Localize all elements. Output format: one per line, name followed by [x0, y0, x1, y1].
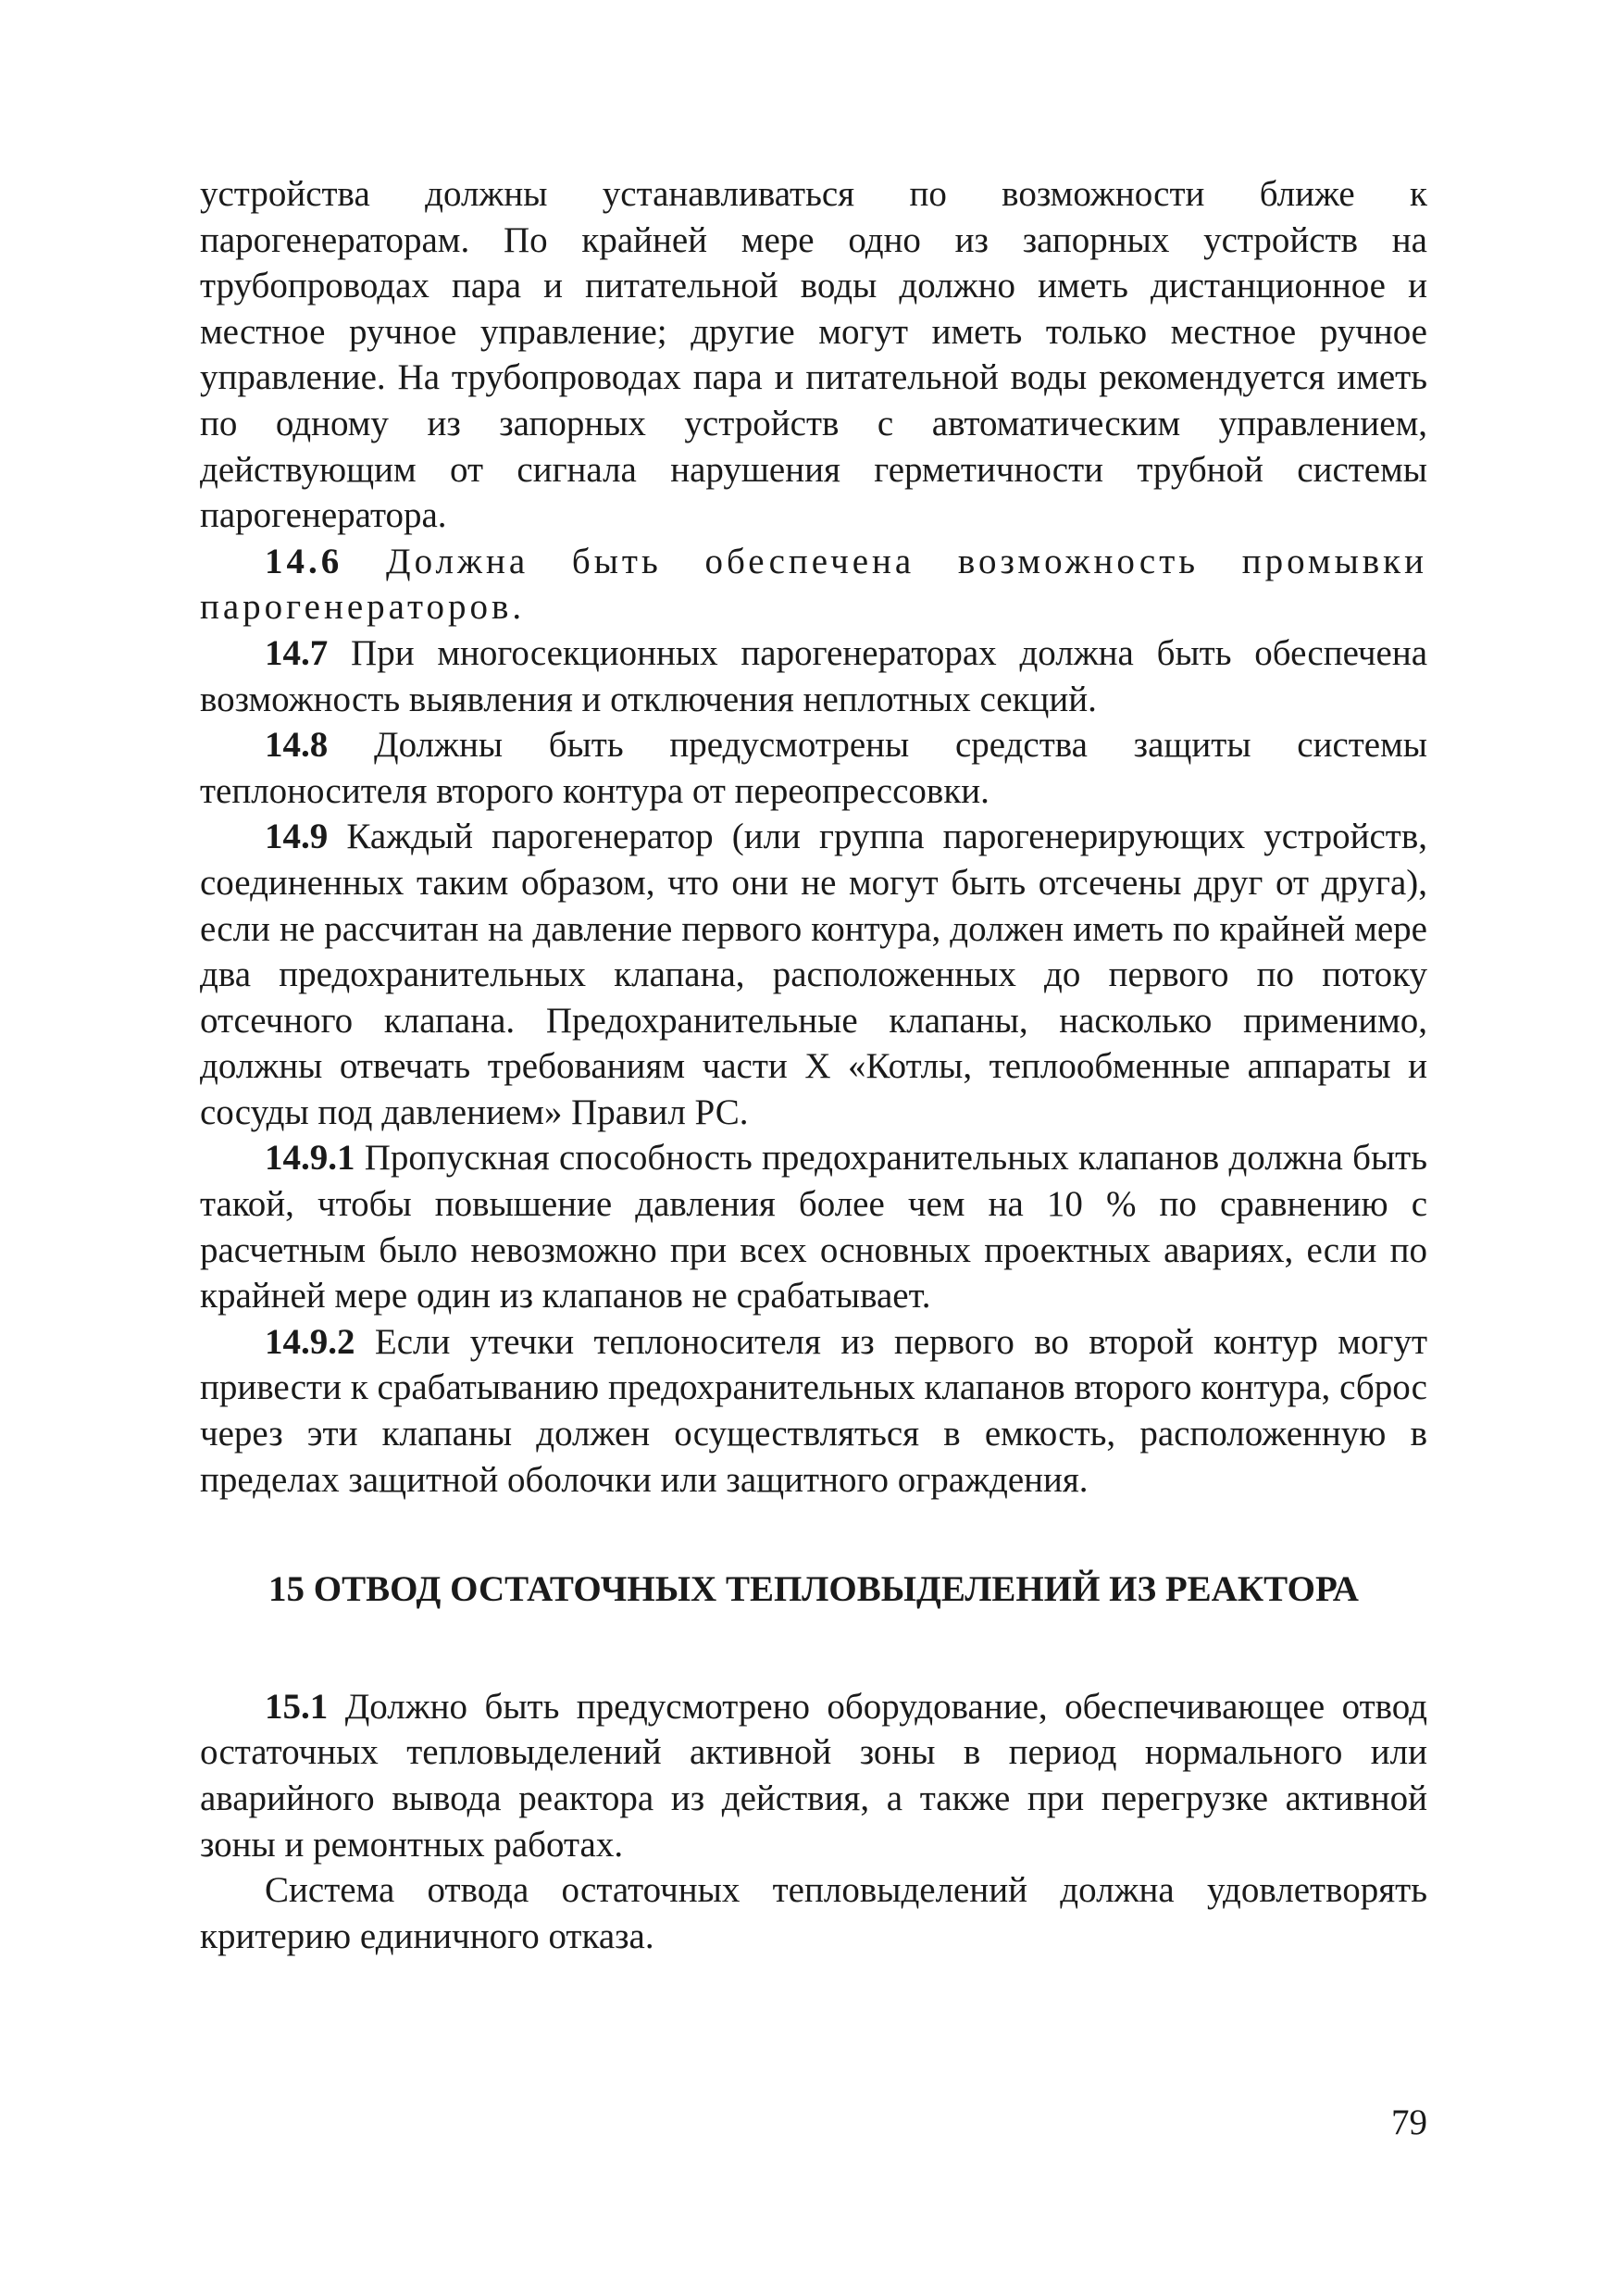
- paragraph-14-7: [200, 630, 1427, 722]
- clause-number: 15.1: [265, 1686, 329, 1727]
- clause-text: Должны быть предусмотрены средства защиты системы теплоносителя второго контура от переопрессовки.: [200, 725, 1427, 811]
- clause-text: Если утечки теплоносителя из первого во второй контур могут привести к срабатыванию предохранительных клапанов второго контура, сброс через эти клапаны должен осуществляться в емкость, расположенную в пределах защитной оболочки или защитного ограждения.: [200, 1321, 1427, 1500]
- paragraph-14-9-1: [200, 1135, 1427, 1318]
- paragraph-14-9-2: [200, 1319, 1427, 1503]
- clause-number: 14.9.1: [265, 1138, 355, 1179]
- paragraph-14-6: [200, 539, 1427, 630]
- section-heading: 15 ОТВОД ОСТАТОЧНЫХ ТЕПЛОВЫДЕЛЕНИЙ ИЗ РЕАКТОРА: [268, 1569, 1359, 1610]
- paragraph-14-8: [200, 722, 1427, 814]
- clause-text: Пропускная способность предохранительных клапанов должна быть такой, чтобы повышение давления более чем на 10 % по сравнению с расчетным было невозможно при всех основных проектных авариях, если по крайней мере один из клапанов не срабатывает.: [200, 1138, 1427, 1316]
- clause-text: Каждый парогенератор (или группа парогенерирующих устройств, соединенных таким образом, что они не могут быть отсечены друг от друга), если не рассчитан на давление первого контура, должен иметь по крайней мере два предохранительных клапана, расположенных до первого по потоку отсечного клапана. Предохранительные клапаны, насколько применимо, должны отвечать требованиям части X «Котлы, теплообменные аппараты и сосуды под давлением» Правил РС.: [200, 817, 1428, 1132]
- page-number: 79: [1391, 2103, 1427, 2142]
- clause-number: 14.9: [265, 817, 329, 857]
- document-page: [200, 171, 1427, 1959]
- paragraph-14-9: [200, 814, 1427, 1135]
- clause-text: Должно быть предусмотрено оборудование, обеспечивающее отвод остаточных тепловыделений активной зоны в период нормального или аварийного вывода реактора из действия, а также при перегрузке активной зоны и ремонтных работах.: [200, 1686, 1428, 1865]
- paragraph-15-1: [200, 1684, 1427, 1867]
- clause-text: При многосекционных парогенераторах должна быть обеспечена возможность выявления и отключения неплотных секций.: [200, 632, 1428, 719]
- clause-text: Должна быть обеспечена возможность промывки парогенераторов.: [200, 541, 1428, 628]
- paragraph-intro: устройства должны устанавливаться по возможности ближе к парогенераторам. По крайней мере одно из запорных устройств на трубопроводах пара и питательной воды должно иметь дистанционное и местное ручное управление; другие могут иметь только местное ручное управление. На трубопроводах пара и питательной воды рекомендуется иметь по одному из запорных устройств с автоматическим управлением, действующим от сигнала нарушения герметичности трубной системы парогенератора.: [200, 174, 1427, 536]
- clause-number: 14.6: [265, 541, 343, 581]
- clause-number: 14.8: [265, 725, 329, 766]
- paragraph-15-1-continued: Система отвода остаточных тепловыделений должна удовлетворять критерию единичного отказа.: [200, 1870, 1427, 1956]
- clause-number: 14.7: [265, 632, 329, 673]
- clause-number: 14.9.2: [265, 1321, 355, 1362]
